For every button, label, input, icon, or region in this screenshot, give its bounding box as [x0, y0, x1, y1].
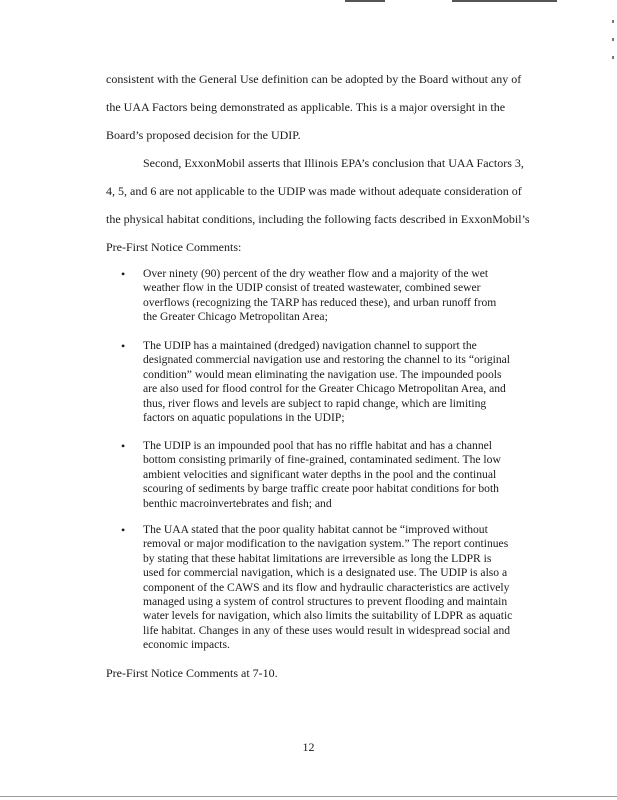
page-number: 12 [302, 740, 315, 754]
bullet-marker: • [121, 439, 126, 453]
paragraph-line: 4, 5, and 6 are not applicable to the UDIP was made without adequate consideration of [106, 184, 522, 198]
citation-line: Pre-First Notice Comments at 7-10. [106, 666, 278, 680]
scan-artifact [612, 38, 614, 41]
bullet-text: The UAA stated that the poor quality habitat cannot be “improved without removal or major modification to the navigation system.” The report continues by stating that these habitat limitations are irreversible as long the LDPR is used for commercial navigation, which is a designated use. The UDIP is also a component of the CAWS and its flow and hydraulic characteristics are actively managed using a system of control structures to prevent flooding and maintain water levels for navigation, which also limits the suitability of LDPR as aquatic life habitat. Changes in any of these uses would result in widespread social and economic impacts. [143, 523, 513, 652]
bullet-text: The UDIP has a maintained (dredged) navigation channel to support the designated commercial navigation use and restoring the channel to its “original condition” would mean eliminating the navigation use. The impounded pools are also used for flood control for the Greater Chicago Metropolitan Area, and thus, river flows and levels are subject to rapid change, which are limiting factors on aquatic populations in the UDIP; [143, 339, 511, 425]
bullet-text: Over ninety (90) percent of the dry weather flow and a majority of the wet weather flow in the UDIP consist of treated wastewater, combined sewer overflows (recognizing the TARP has reduced these), and urban runoff from the Greater Chicago Metropolitan Area; [143, 267, 497, 324]
bullet-marker: • [121, 523, 126, 537]
scan-artifact [452, 0, 557, 2]
bullet-text: The UDIP is an impounded pool that has no riffle habitat and has a channel bottom consisting primarily of fine-grained, contaminated sediment. The low ambient velocities and significant water depths in the pool and the continual scouring of sediments by barge traffic create poor habitat conditions for both benthic macroinvertebrates and fish; and [143, 439, 501, 510]
paragraph-line: consistent with the General Use definition can be adopted by the Board without any of [106, 72, 522, 86]
paragraph-line: the UAA Factors being demonstrated as applicable. This is a major oversight in the [106, 100, 506, 114]
paragraph-line: Board’s proposed decision for the UDIP. [106, 128, 301, 142]
scan-artifact [612, 56, 614, 59]
paragraph-line: the physical habitat conditions, including the following facts described in ExxonMobil’s [106, 212, 530, 226]
bullet-marker: • [121, 339, 126, 353]
scan-edge [0, 796, 617, 797]
bullet-marker: • [121, 267, 126, 281]
paragraph-line: Second, ExxonMobil asserts that Illinois EPA’s conclusion that UAA Factors 3, [143, 156, 524, 170]
scan-artifact [345, 0, 385, 2]
paragraph-line: Pre-First Notice Comments: [106, 240, 242, 254]
scan-artifact [612, 20, 614, 23]
